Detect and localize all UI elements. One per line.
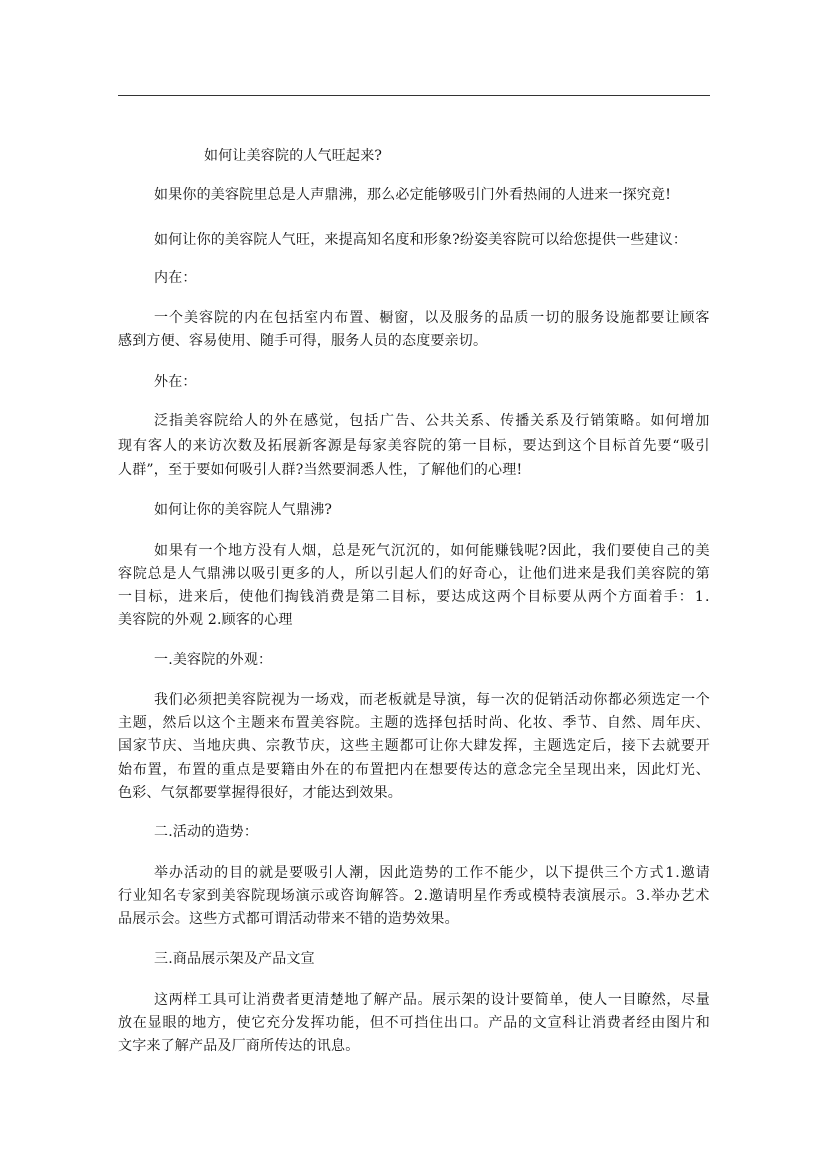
heading-outer: 外在： bbox=[154, 374, 197, 390]
s2-line-1: 举 办 活 动 的 目 的 就 是 要 吸 引 人 潮 ， 因 此 造 势 的 工 作 不 能 少 ， 以 下 提 供 三 个 方 式 1 . 邀 请 bbox=[154, 865, 710, 881]
doc-title: 如何让美容院的人气旺起来? bbox=[204, 148, 383, 164]
section-heading-1: 一.美容院的外观： bbox=[154, 652, 273, 668]
s3-line-1: 这 两 样 工 具 可 让 消 费 者 更 清 楚 地 了 解 产 品 。 展 示 架 的 设 计 要 简 单 ， 使 人 一 目 瞭 然 ， 尽 量 bbox=[154, 992, 710, 1008]
header-rule bbox=[118, 95, 710, 96]
paragraph-intro: 如果你的美容院里总是人声鼎沸，那么必定能够吸引门外看热闹的人进来一探究竟! bbox=[154, 187, 672, 203]
inner-line-1: 一 个 美 容 院 的 内 在 包 括 室 内 布 置 、 橱 窗 ， 以 及 服 务 的 品 质 一 切 的 服 务 设 施 都 要 让 顾 客 bbox=[154, 310, 710, 326]
s1-line-4: 始 布 置 ， 布 置 的 重 点 是 要 籍 由 外 在 的 布 置 把 内 在 想 要 传 达 的 意 念 完 全 呈 现 出 来 ， 因 此 灯 光 、 bbox=[118, 762, 710, 778]
inner-line-2: 感到方便、容易使用、随手可得，服务人员的态度要亲切。 bbox=[118, 333, 488, 349]
s1-line-5: 色彩、气氛都要掌握得很好，才能达到效果。 bbox=[118, 785, 402, 801]
p3-line-2: 容 院 总 是 人 气 鼎 沸 以 吸 引 更 多 的 人 ， 所 以 引 起 人 们 的 好 奇 心 ， 让 他 们 进 来 是 我 们 美 容 院 的 第 bbox=[118, 566, 710, 582]
outer-line-3: 人群”，至于要如何吸引人群?当然要洞悉人性，了解他们的心理! bbox=[118, 462, 523, 478]
paragraph-advice: 如何让你的美容院人气旺，来提高知名度和形象?纷姿美容院可以给您提供一些建议： bbox=[154, 232, 688, 248]
p3-line-3: 一 目 标 ， 进 来 后 ， 使 他 们 掏 钱 消 费 是 第 二 目 标 ， 要 达 成 这 两 个 目 标 要 从 两 个 方 面 着 手 ： 1 . bbox=[118, 589, 710, 605]
s2-line-3: 品展示会。这些方式都可谓活动带来不错的造势效果。 bbox=[118, 911, 459, 927]
p3-line-1: 如 果 有 一 个 地 方 没 有 人 烟 ， 总 是 死 气 沉 沉 的 ， 如 何 能 赚 钱 呢 ? 因 此 ， 我 们 要 使 自 己 的 美 bbox=[154, 543, 710, 559]
s3-line-2: 放 在 显 眼 的 地 方 ， 使 它 充 分 发 挥 功 能 ， 但 不 可 挡 住 出 口 。 产 品 的 文 宣 科 让 消 费 者 经 由 图 片 和 bbox=[118, 1015, 710, 1031]
s1-line-1: 我 们 必 须 把 美 容 院 视 为 一 场 戏 ， 而 老 板 就 是 导 演 ， 每 一 次 的 促 销 活 动 你 都 必 须 选 定 一 个 bbox=[154, 692, 710, 708]
heading-inner: 内在： bbox=[154, 270, 197, 286]
s1-line-2: 主 题 ， 然 后 以 这 个 主 题 来 布 置 美 容 院 。 主 题 的 选 择 包 括 时 尚 、 化 妆 、 季 节 、 自 然 、 周 年 庆 、 bbox=[118, 715, 710, 731]
section-heading-3: 三.商品展示架及产品文宣 bbox=[154, 951, 315, 967]
s2-line-2: 行 业 知 名 专 家 到 美 容 院 现 场 演 示 或 咨 询 解 答 。 2 . 邀 请 明 星 作 秀 或 模 特 表 演 展 示 。 3 . 举 办 艺 术 bbox=[118, 888, 710, 904]
question-heading: 如何让你的美容院人气鼎沸? bbox=[154, 502, 333, 518]
section-heading-2: 二.活动的造势： bbox=[154, 824, 259, 840]
outer-line-1: 泛 指 美 容 院 给 人 的 外 在 感 觉 ， 包 括 广 告 、 公 共 关 系 、 传 播 关 系 及 行 销 策 略 。 如 何 增 加 bbox=[154, 413, 710, 429]
s3-line-3: 文字来了解产品及厂商所传达的讯息。 bbox=[118, 1038, 360, 1054]
outer-line-2: 现 有 客 人 的 来 访 次 数 及 拓 展 新 客 源 是 每 家 美 容 院 的 第 一 目 标 ， 要 达 到 这 个 目 标 首 先 要 “ 吸 引 bbox=[118, 438, 710, 454]
p3-line-4: 美容院的外观 2.顾客的心理 bbox=[118, 612, 293, 628]
s1-line-3: 国 家 节 庆 、 当 地 庆 典 、 宗 教 节 庆 ， 这 些 主 题 都 可 让 你 大 肆 发 挥 ， 主 题 选 定 后 ， 接 下 去 就 要 开 bbox=[118, 738, 710, 754]
